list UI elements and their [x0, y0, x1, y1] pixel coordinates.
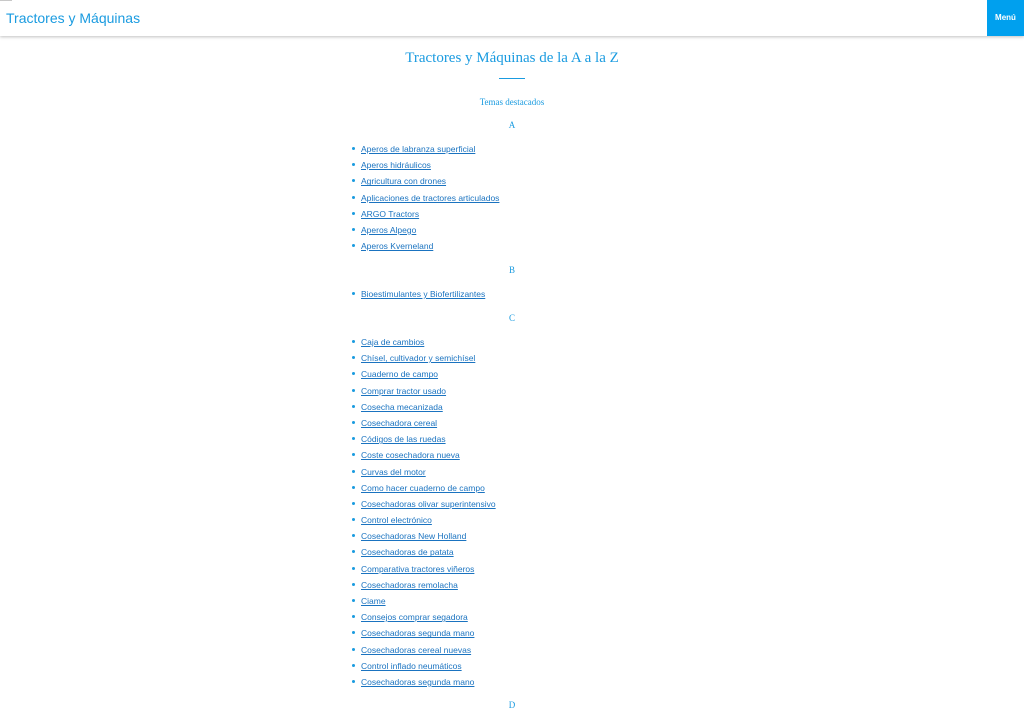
list-item	[352, 641, 496, 657]
list-item	[352, 349, 496, 365]
topic-link[interactable]: Códigos de las ruedas	[361, 434, 446, 445]
list-item	[352, 527, 496, 543]
list-item	[352, 156, 499, 172]
list-item	[352, 205, 499, 221]
topic-link[interactable]: Cosechadoras remolacha	[361, 579, 458, 590]
topic-link[interactable]: Aperos hidráulicos	[361, 160, 431, 171]
letter-heading-b: B	[508, 265, 515, 275]
site-title-link[interactable]: Tractores y Máquinas	[6, 10, 141, 26]
list-item	[352, 189, 499, 205]
list-item	[352, 430, 496, 446]
topic-link[interactable]: Aperos Alpego	[361, 224, 417, 235]
list-item	[352, 414, 496, 430]
topic-link[interactable]: Chísel, cultivador y semichísel	[361, 353, 476, 364]
list-item	[352, 333, 496, 349]
topic-link[interactable]: Bioestimulantes y Biofertilizantes	[361, 289, 486, 299]
featured-topics-heading: Temas destacados	[479, 97, 545, 107]
list-item	[352, 140, 499, 156]
corner-mark	[0, 0, 12, 1]
list-item	[352, 657, 496, 673]
list-item	[352, 446, 496, 462]
list-item	[352, 624, 496, 640]
list-item	[352, 237, 499, 253]
site-header	[0, 0, 1024, 36]
topic-link[interactable]: ARGO Tractors	[361, 208, 420, 219]
letter-heading-c: C	[508, 313, 515, 323]
topic-link[interactable]: Ciame	[361, 596, 386, 606]
page-title: Tractores y Máquinas de la A a la Z	[405, 50, 619, 66]
list-item	[352, 560, 496, 576]
link-list-a	[352, 140, 499, 253]
topic-link[interactable]: Control electrónico	[361, 515, 432, 526]
list-item	[352, 172, 499, 188]
topic-link[interactable]: Comparativa tractores viñeros	[361, 563, 475, 574]
topic-link[interactable]: Consejos comprar segadora	[361, 612, 468, 623]
topic-link[interactable]: Cosecha mecanizada	[361, 401, 443, 412]
list-item	[352, 382, 496, 398]
link-list-c	[352, 333, 496, 689]
list-item	[352, 543, 496, 559]
topic-link[interactable]: Cosechadora cereal	[361, 417, 438, 428]
topic-link[interactable]: Comprar tractor usado	[361, 385, 447, 396]
topic-link[interactable]: Cosechadoras segunda mano	[361, 676, 475, 687]
list-item	[352, 608, 496, 624]
topic-link[interactable]: Aperos Kverneland	[361, 241, 434, 252]
topic-link[interactable]: Cosechadoras olivar superintensivo	[361, 498, 496, 509]
list-item	[352, 576, 496, 592]
list-item	[352, 592, 496, 608]
list-item	[352, 365, 496, 381]
link-list-b	[352, 285, 485, 301]
topic-link[interactable]: Como hacer cuaderno de campo	[361, 482, 485, 493]
topic-link[interactable]: Agricultura con drones	[361, 176, 447, 187]
menu-button[interactable]: Menú	[987, 0, 1024, 36]
topic-link[interactable]: Coste cosechadora nueva	[361, 450, 460, 461]
list-item	[352, 479, 496, 495]
topic-link[interactable]: Cosechadoras cereal nuevas	[361, 644, 472, 655]
list-item	[352, 463, 496, 479]
list-item	[352, 673, 496, 689]
topic-link[interactable]: Cosechadoras de patata	[361, 547, 454, 558]
list-item	[352, 495, 496, 511]
topic-link[interactable]: Caja de cambios	[361, 337, 425, 347]
list-item	[352, 511, 496, 527]
letter-heading-a: A	[508, 120, 516, 130]
list-item	[352, 285, 485, 301]
topic-link[interactable]: Cosechadoras segunda mano	[361, 628, 475, 639]
topic-link[interactable]: Curvas del motor	[361, 466, 426, 477]
letter-heading-d: D	[508, 700, 516, 710]
topic-link[interactable]: Aplicaciones de tractores articulados	[361, 192, 500, 203]
topic-link[interactable]: Cuaderno de campo	[361, 369, 439, 380]
list-item	[352, 221, 499, 237]
title-divider	[499, 78, 525, 79]
topic-link[interactable]: Cosechadoras New Holland	[361, 531, 467, 542]
topic-link[interactable]: Aperos de labranza superficial	[361, 144, 476, 154]
list-item	[352, 398, 496, 414]
topic-link[interactable]: Control inflado neumáticos	[361, 660, 462, 671]
